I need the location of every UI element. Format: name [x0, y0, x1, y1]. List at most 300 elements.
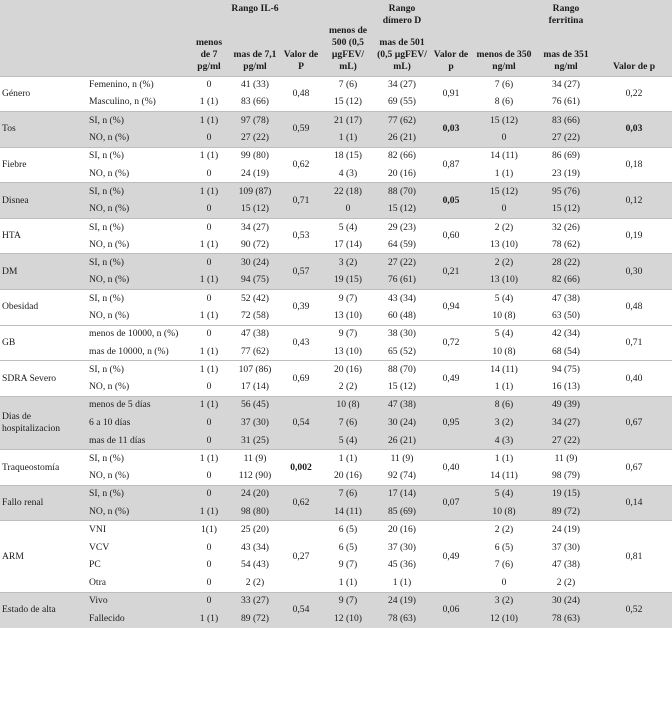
value-cell: 38 (30) [374, 325, 430, 343]
value-cell: 20 (16) [388, 167, 416, 179]
value-cell: 47 (38) [552, 559, 580, 571]
category-label: SI, n (%) [87, 112, 188, 130]
table-row [0, 325, 672, 343]
value-cell: 2 (2) [338, 381, 358, 393]
header-il6-group: Rango IL-6 [231, 3, 279, 14]
value-cell: 5 (4) [472, 325, 536, 343]
table-row [0, 432, 672, 450]
p-value-cell: 0,52 [596, 592, 672, 628]
header-fer-group: Rango ferritina [548, 3, 584, 26]
p-value-cell: 0,87 [430, 147, 472, 183]
p-value-cell: 0,57 [280, 254, 322, 290]
value-cell: 18 (15) [322, 147, 374, 165]
value-cell: 1 (1) [322, 450, 374, 468]
value-cell: 15 (12) [472, 112, 536, 130]
value-cell: 56 (45) [230, 396, 280, 414]
p-value-cell: 0,07 [430, 485, 472, 521]
value-cell: 47 (38) [374, 396, 430, 414]
value-cell: 13 (10) [490, 238, 518, 250]
category-label: 6 a 10 días [87, 414, 188, 432]
table-row [0, 574, 672, 592]
variable-label: Género [0, 76, 87, 112]
value-cell: 0 [472, 201, 536, 219]
category-label: Fallecido [87, 610, 188, 628]
p-value-cell: 0,43 [280, 325, 322, 361]
value-cell: 16 (13) [552, 381, 580, 393]
value-cell: 12 (10) [322, 610, 374, 628]
value-cell: 47 (38) [230, 325, 280, 343]
table-row [0, 76, 672, 94]
header-il6-p: Valor de P [280, 0, 322, 76]
value-cell: 9 (7) [322, 592, 374, 610]
value-cell: 17 (14) [334, 238, 362, 250]
value-cell: 52 (42) [230, 290, 280, 308]
p-value-cell: 0,59 [280, 112, 322, 148]
value-cell: 94 (75) [230, 272, 280, 290]
value-cell: 9 (7) [322, 325, 374, 343]
value-cell: 24 (20) [230, 485, 280, 503]
value-cell: 42 (34) [536, 325, 596, 343]
p-value-cell: 0,12 [596, 183, 672, 219]
value-cell: 12 (10) [472, 610, 536, 628]
value-cell: 15 (12) [334, 96, 362, 108]
header-dd-p: Valor de p [430, 0, 472, 76]
header-il6-high-label: mas de 7,1 pg/ml [233, 48, 277, 72]
value-cell: 27 (22) [374, 254, 430, 272]
value-cell: 45 (36) [388, 559, 416, 571]
p-value-cell: 0,22 [596, 76, 672, 112]
category-label: SI, n (%) [87, 450, 188, 468]
value-cell: 0 [188, 485, 230, 503]
p-value-cell: 0,48 [596, 290, 672, 326]
value-cell: 1 (1) [199, 310, 219, 321]
p-value-cell: 0,62 [280, 485, 322, 521]
table-row [0, 468, 672, 486]
value-cell: 6 (5) [494, 541, 514, 553]
value-cell: 83 (66) [241, 96, 269, 108]
value-cell: 88 (70) [374, 361, 430, 379]
value-cell: 21 (17) [322, 112, 374, 130]
category-label: SI, n (%) [87, 290, 188, 308]
value-cell: 27 (22) [536, 129, 596, 147]
value-cell: 10 (8) [492, 345, 516, 357]
p-value-cell: 0,40 [596, 361, 672, 397]
value-cell: 0 [188, 432, 230, 450]
variable-label: Fallo renal [0, 485, 87, 521]
header-il6-low: menos de 7 pg/ml [188, 0, 230, 76]
p-value-cell: 0,49 [430, 361, 472, 397]
table-row [0, 379, 672, 397]
variable-label: ARM [0, 521, 87, 592]
value-cell: 30 (24) [230, 254, 280, 272]
category-label: NO, n (%) [89, 167, 130, 179]
value-cell: 0 [206, 576, 212, 588]
value-cell: 1 (1) [188, 272, 230, 290]
value-cell: 9 (7) [338, 559, 358, 571]
variable-label: HTA [0, 218, 87, 254]
variable-label: Fiebre [0, 147, 87, 183]
variable-label: Tos [0, 112, 87, 148]
value-cell: 17 (14) [374, 485, 430, 503]
p-value-cell: 0,19 [596, 218, 672, 254]
value-cell: 32 (26) [536, 218, 596, 236]
value-cell: 0 [188, 325, 230, 343]
table-row [0, 112, 672, 130]
category-label: NO, n (%) [87, 201, 188, 219]
table-row [0, 165, 672, 183]
value-cell: 5 (4) [472, 290, 536, 308]
value-cell: 15 (12) [374, 201, 430, 219]
value-cell: 28 (22) [536, 254, 596, 272]
value-cell: 1 (1) [188, 396, 230, 414]
variable-label: Obesidad [0, 290, 87, 326]
value-cell: 0 [188, 76, 230, 94]
value-cell: 88 (70) [374, 183, 430, 201]
p-value-cell: 0,27 [280, 521, 322, 592]
value-cell: 0 [188, 201, 230, 219]
variable-label: Dias de hospitalizacion [0, 396, 87, 449]
header-blank [0, 0, 87, 76]
p-value-cell: 0,71 [280, 183, 322, 219]
value-cell: 95 (76) [536, 183, 596, 201]
p-value-cell: 0,03 [596, 112, 672, 148]
value-cell: 37 (30) [230, 414, 280, 432]
value-cell: 43 (34) [241, 541, 269, 553]
value-cell: 10 (8) [492, 310, 516, 321]
value-cell: 0 [188, 129, 230, 147]
value-cell: 1 (1) [494, 381, 514, 393]
value-cell: 34 (27) [536, 76, 596, 94]
value-cell: 30 (24) [536, 592, 596, 610]
value-cell: 47 (38) [536, 290, 596, 308]
value-cell: 1 (1) [188, 112, 230, 130]
value-cell: 85 (69) [374, 503, 430, 521]
p-value-cell: 0,18 [596, 147, 672, 183]
value-cell: 0 [188, 592, 230, 610]
value-cell: 78 (62) [552, 238, 580, 250]
value-cell: 1 (1) [188, 183, 230, 201]
table-row [0, 539, 672, 557]
table-row [0, 147, 672, 165]
p-value-cell: 0,67 [596, 450, 672, 486]
variable-label: Estado de alta [0, 592, 87, 628]
value-cell: 19 (15) [536, 485, 596, 503]
value-cell: 82 (66) [374, 147, 430, 165]
category-label: menos de 10000, n (%) [87, 325, 188, 343]
value-cell: 60 (48) [388, 310, 416, 321]
value-cell: 107 (86) [230, 361, 280, 379]
p-value-cell: 0,67 [596, 396, 672, 449]
value-cell: 43 (34) [374, 290, 430, 308]
value-cell: 0 [322, 201, 374, 219]
table-row [0, 129, 672, 147]
value-cell: 97 (78) [230, 112, 280, 130]
table-row [0, 290, 672, 308]
header-fer-high [536, 0, 596, 76]
value-cell: 69 (55) [388, 96, 416, 108]
table-body [0, 76, 672, 628]
table-row [0, 557, 672, 575]
value-cell: 1 (1) [322, 129, 374, 147]
value-cell: 8 (6) [472, 396, 536, 414]
p-value-cell: 0,62 [280, 147, 322, 183]
value-cell: 17 (14) [241, 381, 269, 393]
value-cell: 7 (6) [322, 414, 374, 432]
header-row [0, 0, 672, 76]
value-cell: 90 (72) [241, 238, 269, 250]
value-cell: 0 [188, 290, 230, 308]
value-cell: 1 (1) [338, 576, 358, 588]
value-cell: 4 (3) [338, 167, 358, 179]
value-cell: 27 (22) [230, 129, 280, 147]
header-il6-high [230, 0, 280, 76]
p-value-cell: 0,54 [280, 396, 322, 449]
category-label: NO, n (%) [89, 470, 130, 482]
category-label: PC [89, 559, 101, 571]
value-cell: 98 (79) [552, 470, 580, 482]
value-cell: 0 [188, 414, 230, 432]
category-label: SI, n (%) [87, 361, 188, 379]
value-cell: 112 (90) [238, 470, 272, 482]
value-cell: 24 (19) [241, 167, 269, 179]
table-row [0, 610, 672, 628]
value-cell: 34 (27) [374, 76, 430, 94]
value-cell: 1 (1) [472, 450, 536, 468]
value-cell: 15 (12) [230, 201, 280, 219]
p-value-cell: 0,91 [430, 76, 472, 112]
category-label: NO, n (%) [89, 381, 130, 393]
category-label: menos de 5 días [87, 396, 188, 414]
value-cell: 20 (16) [374, 521, 430, 539]
value-cell: 20 (16) [322, 361, 374, 379]
value-cell: 7 (6) [472, 76, 536, 94]
value-cell: 8 (6) [494, 96, 514, 108]
value-cell: 34 (27) [230, 218, 280, 236]
value-cell: 99 (80) [230, 147, 280, 165]
value-cell: 10 (8) [472, 503, 536, 521]
value-cell: 2 (2) [472, 218, 536, 236]
table-row [0, 343, 672, 361]
value-cell: 65 (52) [388, 345, 416, 357]
table-row [0, 236, 672, 254]
table-row [0, 485, 672, 503]
value-cell: 77 (62) [241, 345, 269, 357]
value-cell: 15 (12) [536, 201, 596, 219]
value-cell: 23 (19) [552, 167, 580, 179]
value-cell: 98 (80) [230, 503, 280, 521]
table-row [0, 272, 672, 290]
value-cell: 89 (72) [230, 610, 280, 628]
value-cell: 24 (19) [374, 592, 430, 610]
variable-label: SDRA Severo [0, 361, 87, 397]
category-label: NO, n (%) [87, 272, 188, 290]
value-cell: 1 (1) [188, 503, 230, 521]
p-value-cell: 0,49 [430, 521, 472, 592]
table-row [0, 307, 672, 325]
value-cell: 11 (9) [536, 450, 596, 468]
table-row [0, 94, 672, 112]
table-row [0, 183, 672, 201]
value-cell: 0 [188, 254, 230, 272]
p-value-cell: 0,40 [430, 450, 472, 486]
value-cell: 92 (74) [388, 470, 416, 482]
value-cell: 13 (10) [472, 272, 536, 290]
value-cell: 26 (21) [374, 129, 430, 147]
p-value-cell: 0,30 [596, 254, 672, 290]
value-cell: 76 (61) [552, 96, 580, 108]
table-row [0, 521, 672, 539]
value-cell: 3 (2) [472, 592, 536, 610]
value-cell: 1 (1) [188, 610, 230, 628]
value-cell: 86 (69) [536, 147, 596, 165]
p-value-cell: 0,60 [430, 218, 472, 254]
p-value-cell: 0,54 [280, 592, 322, 628]
value-cell: 5 (4) [322, 218, 374, 236]
value-cell: 1(1) [188, 521, 230, 539]
value-cell: 1 (1) [188, 147, 230, 165]
value-cell: 78 (63) [374, 610, 430, 628]
value-cell: 77 (62) [374, 112, 430, 130]
p-value-cell: 0,94 [430, 290, 472, 326]
value-cell: 0 [472, 129, 536, 147]
variable-label: Disnea [0, 183, 87, 219]
table-row [0, 503, 672, 521]
table-row [0, 201, 672, 219]
value-cell: 7 (6) [494, 559, 514, 571]
category-label: SI, n (%) [87, 485, 188, 503]
p-value-cell: 0,69 [280, 361, 322, 397]
value-cell: 1 (1) [188, 361, 230, 379]
value-cell: 2 (2) [556, 576, 576, 588]
value-cell: 3 (2) [322, 254, 374, 272]
category-label: Vivo [87, 592, 188, 610]
value-cell: 0 [206, 470, 212, 482]
category-label: Otra [89, 576, 107, 588]
table-row [0, 396, 672, 414]
table-row [0, 592, 672, 610]
p-value-cell: 0,39 [280, 290, 322, 326]
value-cell: 0 [188, 218, 230, 236]
value-cell: 78 (63) [536, 610, 596, 628]
value-cell: 1 (1) [494, 167, 514, 179]
table-row [0, 218, 672, 236]
value-cell: 64 (59) [388, 238, 416, 250]
value-cell: 11 (9) [374, 450, 430, 468]
p-value-cell: 0,14 [596, 485, 672, 521]
value-cell: 27 (22) [536, 432, 596, 450]
value-cell: 2 (2) [245, 576, 265, 588]
value-cell: 109 (87) [230, 183, 280, 201]
header-blank [87, 0, 188, 76]
category-label: NO, n (%) [87, 503, 188, 521]
category-label: mas de 11 días [87, 432, 188, 450]
header-dd-low: menos de 500 (0,5 µgFEV/ mL) [322, 0, 374, 76]
value-cell: 9 (7) [322, 290, 374, 308]
p-value-cell: 0,81 [596, 521, 672, 592]
category-label: VNI [87, 521, 188, 539]
table-row [0, 450, 672, 468]
value-cell: 6 (5) [338, 541, 358, 553]
value-cell: 1 (1) [199, 96, 219, 108]
value-cell: 94 (75) [536, 361, 596, 379]
value-cell: 14 (11) [322, 503, 374, 521]
table-row [0, 414, 672, 432]
p-value-cell: 0,71 [596, 325, 672, 361]
header-dd-high-label: mas de 501 (0,5 µgFEV/ mL) [377, 36, 427, 72]
value-cell: 0 [206, 541, 212, 553]
value-cell: 89 (72) [536, 503, 596, 521]
table-row [0, 254, 672, 272]
value-cell: 15 (12) [472, 183, 536, 201]
value-cell: 1 (1) [188, 450, 230, 468]
value-cell: 41 (33) [230, 76, 280, 94]
value-cell: 33 (27) [230, 592, 280, 610]
category-label: NO, n (%) [87, 129, 188, 147]
variable-label: Traqueostomía [0, 450, 87, 486]
category-label: NO, n (%) [89, 310, 130, 321]
value-cell: 37 (30) [388, 541, 416, 553]
p-value-cell: 0,95 [430, 396, 472, 449]
value-cell: 82 (66) [536, 272, 596, 290]
table-row [0, 361, 672, 379]
p-value-cell: 0,53 [280, 218, 322, 254]
value-cell: 1 (1) [199, 345, 219, 357]
value-cell: 0 [501, 576, 507, 588]
category-label: VCV [89, 541, 110, 553]
value-cell: 14 (11) [490, 470, 518, 482]
header-fer-p: Valor de p [596, 0, 672, 76]
header-dd-group: Rango dímero D [382, 3, 422, 26]
value-cell: 31 (25) [230, 432, 280, 450]
value-cell: 19 (15) [322, 272, 374, 290]
value-cell: 11 (9) [230, 450, 280, 468]
category-label: SI, n (%) [87, 147, 188, 165]
value-cell: 30 (24) [374, 414, 430, 432]
value-cell: 0 [206, 167, 212, 179]
value-cell: 0 [206, 381, 212, 393]
value-cell: 83 (66) [536, 112, 596, 130]
variable-label: GB [0, 325, 87, 361]
value-cell: 13 (10) [334, 310, 362, 321]
value-cell: 29 (23) [374, 218, 430, 236]
category-label: SI, n (%) [87, 183, 188, 201]
header-fer-low: menos de 350 ng/ml [472, 0, 536, 76]
p-value-cell: 0,48 [280, 76, 322, 112]
p-value-cell: 0,06 [430, 592, 472, 628]
value-cell: 22 (18) [322, 183, 374, 201]
header-dd-high [374, 0, 430, 76]
header-fer-high-label: mas de 351 ng/ml [543, 48, 589, 72]
value-cell: 5 (4) [472, 485, 536, 503]
value-cell: 4 (3) [472, 432, 536, 450]
category-label: NO, n (%) [89, 238, 130, 250]
value-cell: 25 (20) [230, 521, 280, 539]
p-value-cell: 0,002 [280, 450, 322, 486]
value-cell: 1 (1) [199, 238, 219, 250]
category-label: SI, n (%) [87, 254, 188, 272]
value-cell: 7 (6) [322, 485, 374, 503]
category-label: Femenino, n (%) [87, 76, 188, 94]
category-label: SI, n (%) [87, 218, 188, 236]
value-cell: 34 (27) [536, 414, 596, 432]
value-cell: 10 (8) [322, 396, 374, 414]
value-cell: 24 (19) [536, 521, 596, 539]
p-value-cell: 0,03 [430, 112, 472, 148]
category-label: mas de 10000, n (%) [89, 345, 169, 357]
value-cell: 7 (6) [322, 76, 374, 94]
value-cell: 15 (12) [388, 381, 416, 393]
value-cell: 14 (11) [472, 361, 536, 379]
